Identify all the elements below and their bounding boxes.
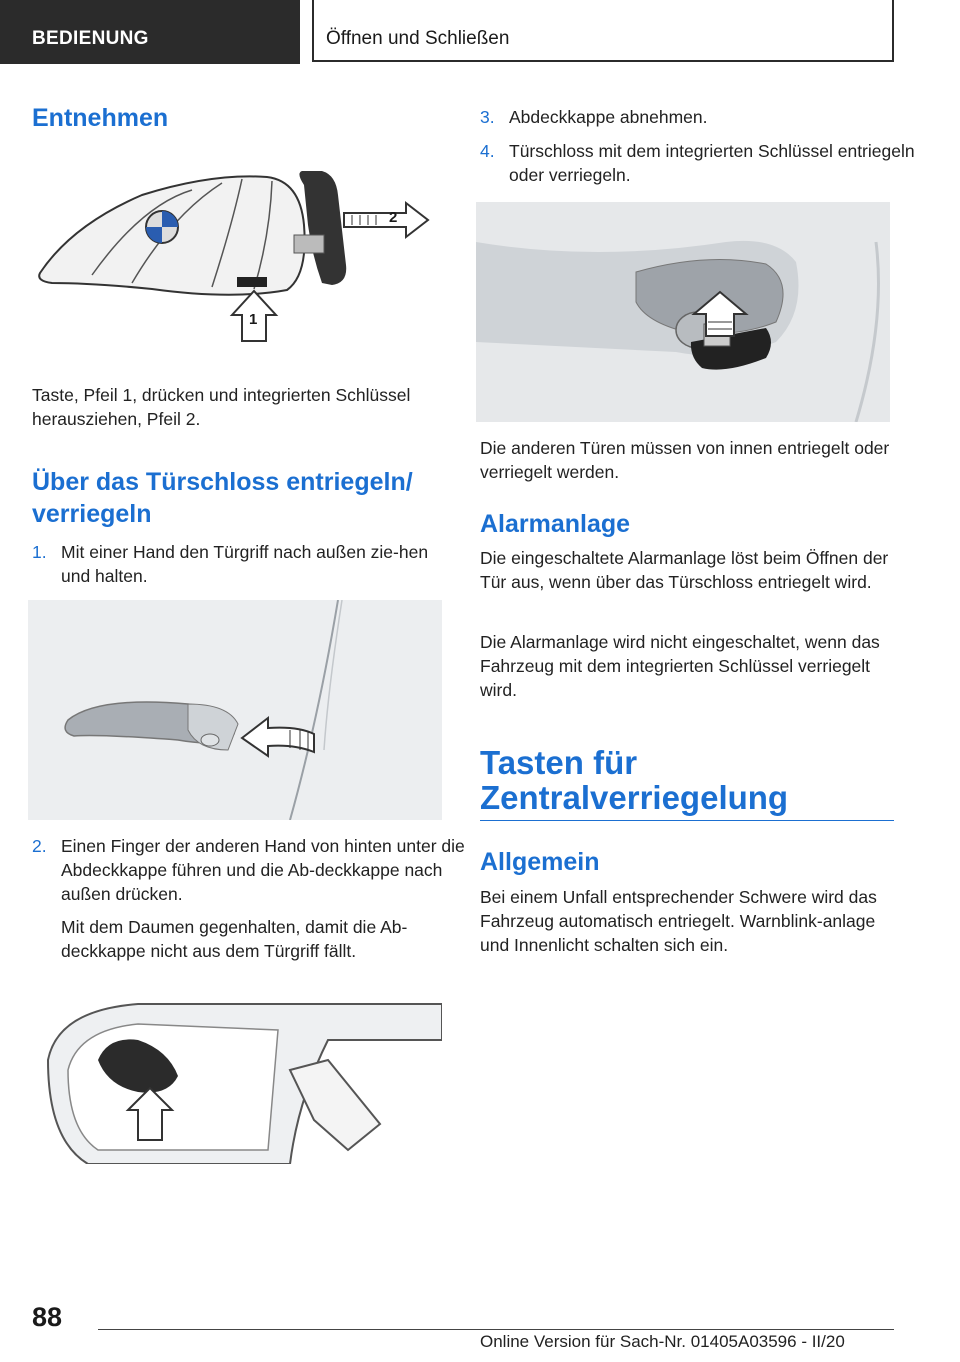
step-number: 1. <box>32 542 47 562</box>
key-in-lock-figure <box>476 202 890 422</box>
other-doors-text: Die anderen Türen müssen von innen entriegelt oder verriegelt werden. <box>480 438 890 482</box>
step-2 <box>32 834 471 906</box>
cover-cap-illustration <box>28 1000 442 1164</box>
ueber-heading-line2: verriegeln <box>32 500 152 528</box>
step-text: Abdeckkappe abnehmen. <box>509 107 708 127</box>
step-2-note: Mit dem Daumen gegenhalten, damit die Ab‐deckkappe nicht aus dem Türgriff fällt. <box>61 917 408 961</box>
footer-online-version: Online Version für Sach-Nr. 01405A03596 - II/20 <box>480 1332 845 1351</box>
door-handle-figure <box>28 600 442 820</box>
step-3 <box>480 105 919 129</box>
alarm-text-1: Die eingeschaltete Alarmanlage löst beim Öffnen der Tür aus, wenn über das Türschloss entriegelt wird. <box>480 548 889 592</box>
step-text: Türschloss mit dem integrierten Schlüssel entriegeln oder verriegeln. <box>509 141 915 185</box>
step-1 <box>32 540 461 588</box>
tasten-heading-line2: Zentralverriegelung <box>480 779 789 816</box>
allgemein-heading: Allgemein <box>480 848 600 876</box>
ueber-heading-line1: Über das Türschloss entriegeln/ <box>32 468 413 496</box>
footer-divider <box>98 1329 894 1330</box>
door-handle-illustration <box>28 600 442 820</box>
header-section-label: BEDIENUNG <box>32 28 149 49</box>
arrow-2-label: 2 <box>389 209 398 226</box>
step-number: 2. <box>32 836 47 856</box>
key-removal-figure <box>32 165 442 345</box>
entnehmen-heading: Entnehmen <box>32 104 169 132</box>
arrow-1-label: 1 <box>249 311 258 328</box>
alarm-text-2: Die Alarmanlage wird nicht eingeschaltet, wenn das Fahrzeug mit dem integrierten Schlüssel verriegelt wird. <box>480 632 880 700</box>
header-chapter-label: Öffnen und Schließen <box>326 28 510 49</box>
header-chapter-tab <box>312 0 894 62</box>
tasten-heading-line1: Tasten für <box>480 744 638 781</box>
step-number: 3. <box>480 107 495 127</box>
cover-cap-figure <box>28 1000 442 1164</box>
step-text: Einen Finger der anderen Hand von hinten unter die Abdeckkappe führen und die Ab‐deckkappe nach außen drücken. <box>61 836 465 904</box>
step-text: Mit einer Hand den Türgriff nach außen zie‐hen und halten. <box>61 542 429 586</box>
page-number: 88 <box>32 1302 63 1332</box>
entnehmen-text: Taste, Pfeil 1, drücken und integrierten Schlüssel herausziehen, Pfeil 2. <box>32 385 411 429</box>
allgemein-text: Bei einem Unfall entsprechender Schwere wird das Fahrzeug automatisch entriegelt. Warnblink‐anlage und Innenlicht schalten sich ein. <box>480 887 877 955</box>
alarm-heading: Alarmanlage <box>480 510 631 538</box>
step-number: 4. <box>480 141 495 161</box>
key-in-lock-illustration <box>476 202 890 422</box>
key-illustration <box>32 165 442 345</box>
step-4 <box>480 139 919 187</box>
section-divider <box>480 820 894 821</box>
header-section-tab <box>0 0 300 64</box>
